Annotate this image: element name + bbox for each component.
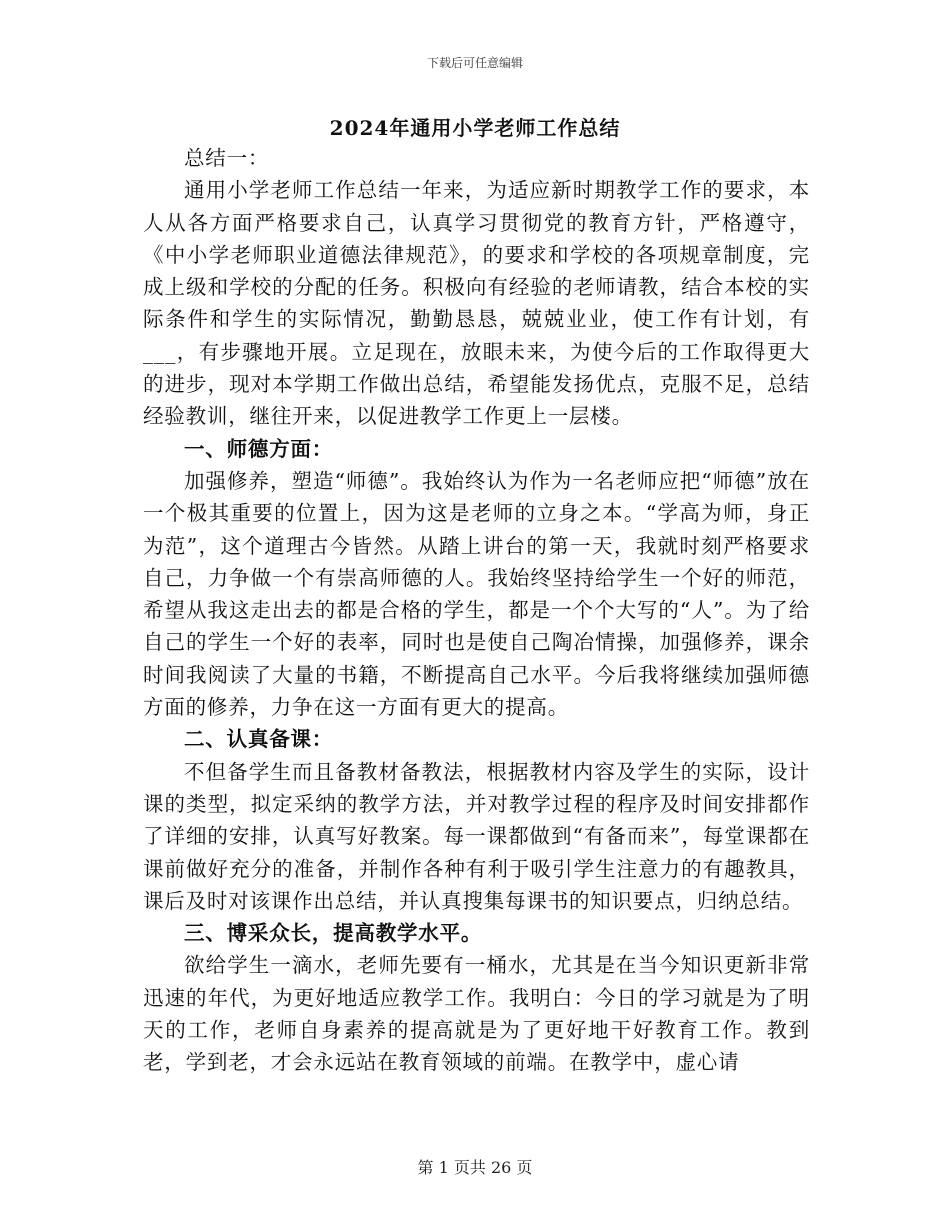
ethics-paragraph: 加强修养，塑造“师德”。我始终认为作为一名老师应把“师德”放在一个极其重要的位置上，因为这是老师的立身之本。“学高为师，身正为范”，这个道理古今皆然。从踏上讲台的第一天，我就时刻严格要求自己，力争做一个有崇高师德的人。我始终坚持给学生一个好的师范，希望从我这走出去的都是合格的学生，都是一个个大写的“人”。为了给自己的学生一个好的表率，同时也是使自己陶冶情操，加强修养，课余时间我阅读了大量的书籍，不断提高自己水平。今后我将继续加强师德方面的修养，力争在这一方面有更大的提高。: [143, 468, 810, 720]
download-note: 下载后可任意编辑: [426, 56, 523, 70]
document-title: 2024年通用小学老师工作总结: [329, 116, 621, 140]
document-body: [143, 142, 810, 1079]
summary-label: 总结一：: [184, 146, 270, 170]
section-heading-lesson-prep: 二、认真备课：: [184, 727, 334, 752]
teaching-level-paragraph: 欲给学生一滴水，老师先要有一桶水，尤其是在当今知识更新非常迅速的年代，为更好地适应教学工作。我明白：今日的学习就是为了明天的工作，老师自身素养的提高就是为了更好地干好教育工作。教到老，学到老，才会永远站在教育领域的前端。在教学中，虚心请: [143, 953, 810, 1075]
section-heading-teaching-level: 三、博采众长，提高教学水平。: [184, 921, 483, 946]
intro-paragraph: 通用小学老师工作总结一年来，为适应新时期教学工作的要求，本人从各方面严格要求自己，认真学习贯彻党的教育方针，严格遵守，《中小学老师职业道德法律规范》，的要求和学校的各项规章制度，完成上级和学校的分配的任务。积极向有经验的老师请教，结合本校的实际条件和学生的实际情况，勤勤恳恳，兢兢业业，使工作有计划，有___，有步骤地开展。立足现在，放眼未来，为使今后的工作取得更大的进步，现对本学期工作做出总结，希望能发扬优点，克服不足，总结经验教训，继往开来，以促进教学工作更上一层楼。: [143, 178, 810, 429]
section-heading-ethics: 一、师德方面：: [184, 436, 334, 461]
lesson-prep-paragraph: 不但备学生而且备教材备教法，根据教材内容及学生的实际，设计课的类型，拟定采纳的教学方法，并对教学过程的程序及时间安排都作了详细的安排，认真写好教案。每一课都做到“有备而来”，每堂课都在课前做好充分的准备，并制作各种有利于吸引学生注意力的有趣教具，课后及时对该课作出总结，并认真搜集每课书的知识要点，归纳总结。: [143, 759, 810, 913]
page-number: 第 1 页共 26 页: [417, 1158, 533, 1177]
